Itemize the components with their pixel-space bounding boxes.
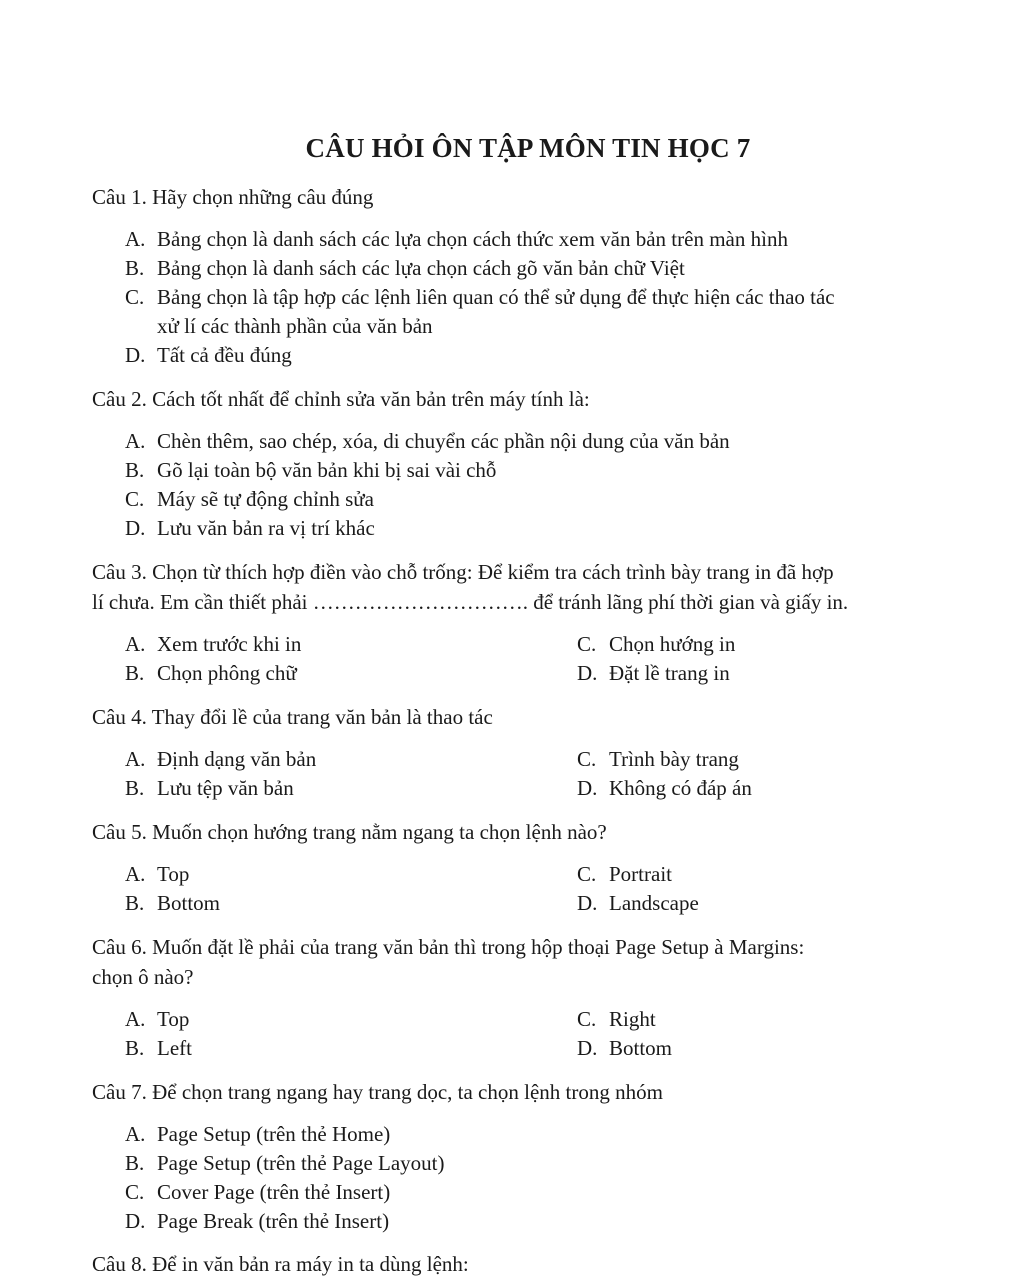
option-letter: A. xyxy=(125,1122,146,1146)
option-letter: C. xyxy=(577,1007,597,1031)
question-3-line-2: lí chưa. Em cần thiết phải …………………………. để tránh lãng phí thời gian và giấy in. xyxy=(92,590,849,614)
option-text: Bảng chọn là tập hợp các lệnh liên quan có thể sử dụng để thực hiện các thao tác xyxy=(157,285,835,309)
option-text: Xem trước khi in xyxy=(157,632,302,656)
question-2-option-d xyxy=(125,514,375,543)
option-text: Gõ lại toàn bộ văn bản khi bị sai vài chỗ xyxy=(157,458,497,482)
question-5-option-b xyxy=(125,889,220,918)
option-letter: D. xyxy=(577,1036,598,1060)
question-5-option-a xyxy=(125,860,189,889)
option-letter: D. xyxy=(577,776,598,800)
question-1-option-d xyxy=(125,341,292,370)
question-2: Câu 2. Cách tốt nhất để chỉnh sửa văn bản trên máy tính là: xyxy=(92,387,590,411)
option-letter: C. xyxy=(125,285,145,309)
option-letter: C. xyxy=(125,1180,145,1204)
option-text: Chèn thêm, sao chép, xóa, di chuyển các phần nội dung của văn bản xyxy=(157,429,730,453)
option-letter: B. xyxy=(125,256,145,280)
option-text: Portrait xyxy=(609,862,672,886)
question-6-line-2: chọn ô nào? xyxy=(92,965,194,989)
option-text: Máy sẽ tự động chỉnh sửa xyxy=(157,487,374,511)
option-letter: C. xyxy=(125,487,145,511)
option-letter: B. xyxy=(125,776,145,800)
question-6-line-1: Câu 6. Muốn đặt lề phải của trang văn bản thì trong hộp thoại Page Setup à Margins: xyxy=(92,935,805,959)
option-text: Page Setup (trên thẻ Page Layout) xyxy=(157,1151,445,1175)
option-text: Bottom xyxy=(609,1036,673,1060)
option-text: Chọn phông chữ xyxy=(157,661,297,685)
question-4-option-b xyxy=(125,774,294,803)
question-4-option-a xyxy=(125,745,316,774)
question-8: Câu 8. Để in văn bản ra máy in ta dùng lệnh: xyxy=(92,1252,469,1276)
option-letter: D. xyxy=(125,1209,146,1233)
question-5-option-d xyxy=(577,889,699,918)
question-7-option-a xyxy=(125,1120,390,1149)
question-1-option-b xyxy=(125,254,685,283)
question-3-option-c xyxy=(577,630,735,659)
option-text: Cover Page (trên thẻ Insert) xyxy=(157,1180,391,1204)
option-letter: C. xyxy=(577,632,597,656)
question-3-line-1: Câu 3. Chọn từ thích hợp điền vào chỗ trống: Để kiểm tra cách trình bày trang in đã hợp xyxy=(92,560,834,584)
option-text: Landscape xyxy=(609,891,699,915)
question-1-option-c-continued: xử lí các thành phần của văn bản xyxy=(157,314,433,338)
option-text: Bảng chọn là danh sách các lựa chọn cách gõ văn bản chữ Việt xyxy=(157,256,685,280)
option-letter: D. xyxy=(125,343,146,367)
question-3-option-b xyxy=(125,659,297,688)
question-1-option-a xyxy=(125,225,788,254)
question-1: Câu 1. Hãy chọn những câu đúng xyxy=(92,185,374,209)
option-letter: A. xyxy=(125,747,146,771)
option-text: Top xyxy=(157,862,190,886)
page-title: CÂU HỎI ÔN TẬP MÔN TIN HỌC 7 xyxy=(305,133,751,163)
option-letter: A. xyxy=(125,429,146,453)
option-text: Đặt lề trang in xyxy=(609,661,730,685)
option-letter: A. xyxy=(125,1007,146,1031)
option-letter: D. xyxy=(125,516,146,540)
question-5: Câu 5. Muốn chọn hướng trang nằm ngang ta chọn lệnh nào? xyxy=(92,820,607,844)
option-text: Right xyxy=(609,1007,656,1031)
option-letter: D. xyxy=(577,891,598,915)
option-text: Lưu tệp văn bản xyxy=(157,776,294,800)
option-text: Lưu văn bản ra vị trí khác xyxy=(157,516,375,540)
option-letter: D. xyxy=(577,661,598,685)
question-4-option-c xyxy=(577,745,739,774)
option-letter: B. xyxy=(125,1151,145,1175)
option-text: Bảng chọn là danh sách các lựa chọn cách thức xem văn bản trên màn hình xyxy=(157,227,788,251)
option-text: Trình bày trang xyxy=(609,747,739,771)
option-letter: C. xyxy=(577,747,597,771)
question-4: Câu 4. Thay đổi lề của trang văn bản là thao tác xyxy=(92,705,493,729)
question-6-option-a xyxy=(125,1005,189,1034)
option-letter: A. xyxy=(125,632,146,656)
option-letter: B. xyxy=(125,1036,145,1060)
option-letter: B. xyxy=(125,661,145,685)
option-text: Chọn hướng in xyxy=(609,632,736,656)
option-text: Bottom xyxy=(157,891,221,915)
question-2-option-c xyxy=(125,485,374,514)
question-7-option-b xyxy=(125,1149,445,1178)
option-letter: A. xyxy=(125,862,146,886)
option-letter: B. xyxy=(125,891,145,915)
option-text: Left xyxy=(157,1036,192,1060)
option-text: Page Setup (trên thẻ Home) xyxy=(157,1122,391,1146)
option-text: Định dạng văn bản xyxy=(157,747,317,771)
question-4-option-d xyxy=(577,774,752,803)
option-text: Page Break (trên thẻ Insert) xyxy=(157,1209,390,1233)
option-letter: B. xyxy=(125,458,145,482)
question-7: Câu 7. Để chọn trang ngang hay trang dọc, ta chọn lệnh trong nhóm xyxy=(92,1080,663,1104)
question-6-option-c xyxy=(577,1005,656,1034)
option-text: Top xyxy=(157,1007,190,1031)
question-6-option-d xyxy=(577,1034,672,1063)
option-letter: C. xyxy=(577,862,597,886)
question-3-option-d xyxy=(577,659,730,688)
question-3-option-a xyxy=(125,630,301,659)
question-6-option-b xyxy=(125,1034,192,1063)
question-1-option-c xyxy=(125,283,835,312)
question-7-option-d xyxy=(125,1207,389,1236)
question-5-option-c xyxy=(577,860,672,889)
option-letter: A. xyxy=(125,227,146,251)
question-7-option-c xyxy=(125,1178,390,1207)
question-2-option-b xyxy=(125,456,496,485)
option-text: Tất cả đều đúng xyxy=(157,343,292,367)
option-text: Không có đáp án xyxy=(609,776,752,800)
question-2-option-a xyxy=(125,427,730,456)
